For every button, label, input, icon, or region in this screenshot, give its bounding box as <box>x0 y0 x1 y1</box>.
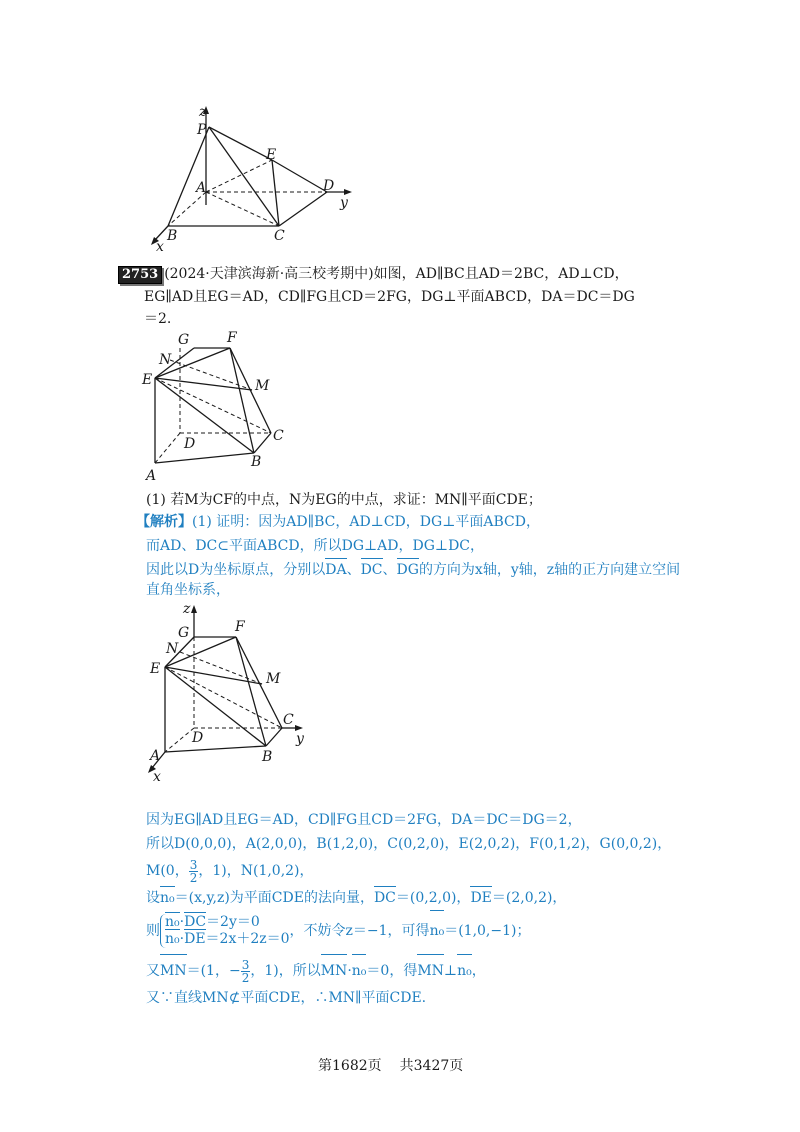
part1-question: (1) 若M为CF的中点，N为EG的中点，求证：MN∥平面CDE； <box>146 492 542 508</box>
label-a: A <box>196 180 207 196</box>
solution-line-7: 又∵直线MN⊄平面CDE，∴MN∥平面CDE. <box>146 990 427 1006</box>
page-number: 第1682页 <box>318 1058 382 1074</box>
sep-1: 、 <box>346 562 361 578</box>
s5-value: ＝(1,0,−1)； <box>444 923 531 939</box>
s4-dc-value: ＝(0,2,0)， <box>395 890 471 906</box>
problem-text-1: (2024·天津滨海新·高三校考期中)如图，AD∥BC且AD＝2BC，AD⊥CD， <box>164 266 629 282</box>
label-a2: A <box>146 468 157 484</box>
figure-solid-axes <box>0 595 800 795</box>
vector-n0: n₀ <box>160 890 175 906</box>
edge-bc <box>254 433 271 453</box>
figure-pyramid <box>0 0 800 260</box>
analysis-text-3b: 的方向为x轴，y轴，z轴的正方向建立空间 <box>418 562 681 578</box>
label-g3: G <box>178 625 190 641</box>
hidden-da <box>155 433 180 463</box>
edge-pc <box>209 127 279 226</box>
edge-ab <box>165 746 266 752</box>
s6-mid: ＝0，得 <box>366 963 418 979</box>
analysis-line-4: 直角坐标系， <box>146 582 230 598</box>
edge-pb <box>168 127 209 226</box>
label-c2: C <box>273 428 284 444</box>
s6-pre: 又 <box>146 963 160 979</box>
s5-post: ，不妨令z＝−1，可得 <box>289 923 430 939</box>
label-d2: D <box>184 436 196 452</box>
analysis-label: 【解析】 <box>136 514 192 530</box>
vector-n0-eq2: n₀ <box>165 931 180 947</box>
vector-dc-2: DC <box>373 890 396 906</box>
edge-em <box>165 667 262 684</box>
hidden-ec <box>165 667 282 728</box>
s4-pre: 设 <box>146 890 160 906</box>
label-z: z <box>199 104 207 120</box>
vector-dc-eq1: DC <box>184 914 207 930</box>
problem-number-badge: 2753 <box>118 266 162 284</box>
hidden-ac <box>206 192 279 226</box>
label-d: D <box>323 178 335 194</box>
label-d3: D <box>192 730 204 746</box>
edge-bc <box>266 728 282 746</box>
edge-pe <box>209 127 272 160</box>
dot-eq1: · <box>179 914 185 930</box>
label-n: N <box>159 352 172 368</box>
rhs-eq1: ＝2y＝0 <box>206 914 260 930</box>
edge-eb <box>165 667 266 746</box>
vector-mn-2: MN <box>321 956 348 986</box>
label-x3: x <box>153 769 161 785</box>
fraction-den-b: 2 <box>241 970 250 985</box>
hidden-ec <box>155 378 271 433</box>
z-axis-arrow <box>191 605 197 613</box>
page-total: 共3427页 <box>399 1058 464 1074</box>
vector-de: DE <box>470 890 492 906</box>
s6-eq-post: ，1)，所以 <box>250 963 321 979</box>
solution-line-2: 所以D(0,0,0)，A(2,0,0)，B(1,2,0)，C(0,2,0)，E(2,0,2)，F(0,1,2)，G(0,0,2)， <box>146 836 672 852</box>
page-footer <box>318 1055 463 1075</box>
label-c: C <box>274 228 285 244</box>
hidden-nm <box>180 652 262 684</box>
fraction-3-2 <box>189 859 199 884</box>
rhs-eq2: ＝2x＋2z＝0 <box>205 931 290 947</box>
hidden-da <box>165 728 194 752</box>
analysis-line-1 <box>136 512 540 532</box>
label-p: P <box>197 122 207 138</box>
edge-ab <box>155 453 254 463</box>
problem-line-2: EG∥AD且EG＝AD，CD∥FG且CD＝2FG，DG⊥平面ABCD，DA＝DC＝DG <box>144 289 635 305</box>
hidden-ae <box>206 160 272 192</box>
s6-dot: · <box>347 963 352 979</box>
label-y3: y <box>296 731 304 747</box>
label-f3: F <box>235 619 245 635</box>
solution-line-6 <box>146 956 486 986</box>
analysis-text-1: (1) 证明：因为AD∥BC，AD⊥CD，DG⊥平面ABCD， <box>192 514 540 530</box>
m-coord-pre: M(0， <box>146 863 189 879</box>
fraction-3-2-b <box>241 959 251 984</box>
label-z3: z <box>183 601 191 617</box>
dot-eq2: · <box>179 931 185 947</box>
fraction-num: 3 <box>189 857 198 872</box>
problem-line-3: ＝2. <box>144 311 172 327</box>
edge-fb <box>236 637 266 746</box>
label-x: x <box>156 239 164 255</box>
equation-2 <box>165 931 290 948</box>
fraction-num-b: 3 <box>241 957 250 972</box>
vector-mn-3: MN <box>417 956 444 986</box>
label-m: M <box>255 378 270 394</box>
s6-eq-pre: ＝(1，− <box>186 963 241 979</box>
label-n3: N <box>166 641 179 657</box>
vector-dc: DC <box>360 562 383 578</box>
s4-mid: ＝(x,y,z)为平面CDE的法向量， <box>174 890 374 906</box>
s6-perp: ⊥ <box>443 963 458 979</box>
vector-n0-result: n₀ <box>430 912 445 950</box>
label-e2: E <box>142 372 153 388</box>
analysis-text-3a: 因此以D为坐标原点，分别以 <box>146 562 326 578</box>
vector-de-eq2: DE <box>184 931 206 947</box>
label-f: F <box>227 330 237 346</box>
solution-line-5 <box>146 912 530 950</box>
m-coord-post: ，1)，N(1,0,2)， <box>198 863 314 879</box>
vector-n0-s6b: n₀ <box>457 956 472 986</box>
edge-cd <box>279 192 327 226</box>
label-y: y <box>340 195 348 211</box>
sep-2: 、 <box>382 562 397 578</box>
s5-pre: 则 <box>146 923 160 939</box>
analysis-line-2: 而AD、DC⊂平面ABCD，所以DG⊥AD，DG⊥DC， <box>146 538 485 554</box>
label-b2: B <box>251 454 262 470</box>
label-a3: A <box>150 748 161 764</box>
solution-line-3 <box>146 856 314 886</box>
hidden-ab <box>168 192 206 226</box>
solution-line-4 <box>146 888 566 908</box>
label-c3: C <box>283 712 294 728</box>
solution-line-1: 因为EG∥AD且EG＝AD，CD∥FG且CD＝2FG，DA＝DC＝DG＝2， <box>146 812 582 828</box>
figure-solid <box>0 320 800 484</box>
fraction-den: 2 <box>189 870 198 885</box>
vector-n0-s6: n₀ <box>352 956 367 986</box>
label-e3: E <box>150 661 161 677</box>
edge-ed <box>272 160 327 192</box>
vector-dg: DG <box>396 562 419 578</box>
label-e: E <box>266 147 277 163</box>
equation-system <box>160 914 290 948</box>
edge-ec <box>272 160 279 226</box>
analysis-line-3 <box>146 560 680 580</box>
label-m3: M <box>266 671 281 687</box>
label-b: B <box>167 228 178 244</box>
problem-line-1 <box>118 264 629 284</box>
label-b3: B <box>262 749 273 765</box>
s4-de-value: ＝(2,0,2)， <box>491 890 567 906</box>
vector-mn: MN <box>160 956 187 986</box>
label-g: G <box>178 332 190 348</box>
s6-end: ， <box>471 963 486 979</box>
vector-da: DA <box>325 562 347 578</box>
vector-n0-eq1: n₀ <box>165 914 180 930</box>
